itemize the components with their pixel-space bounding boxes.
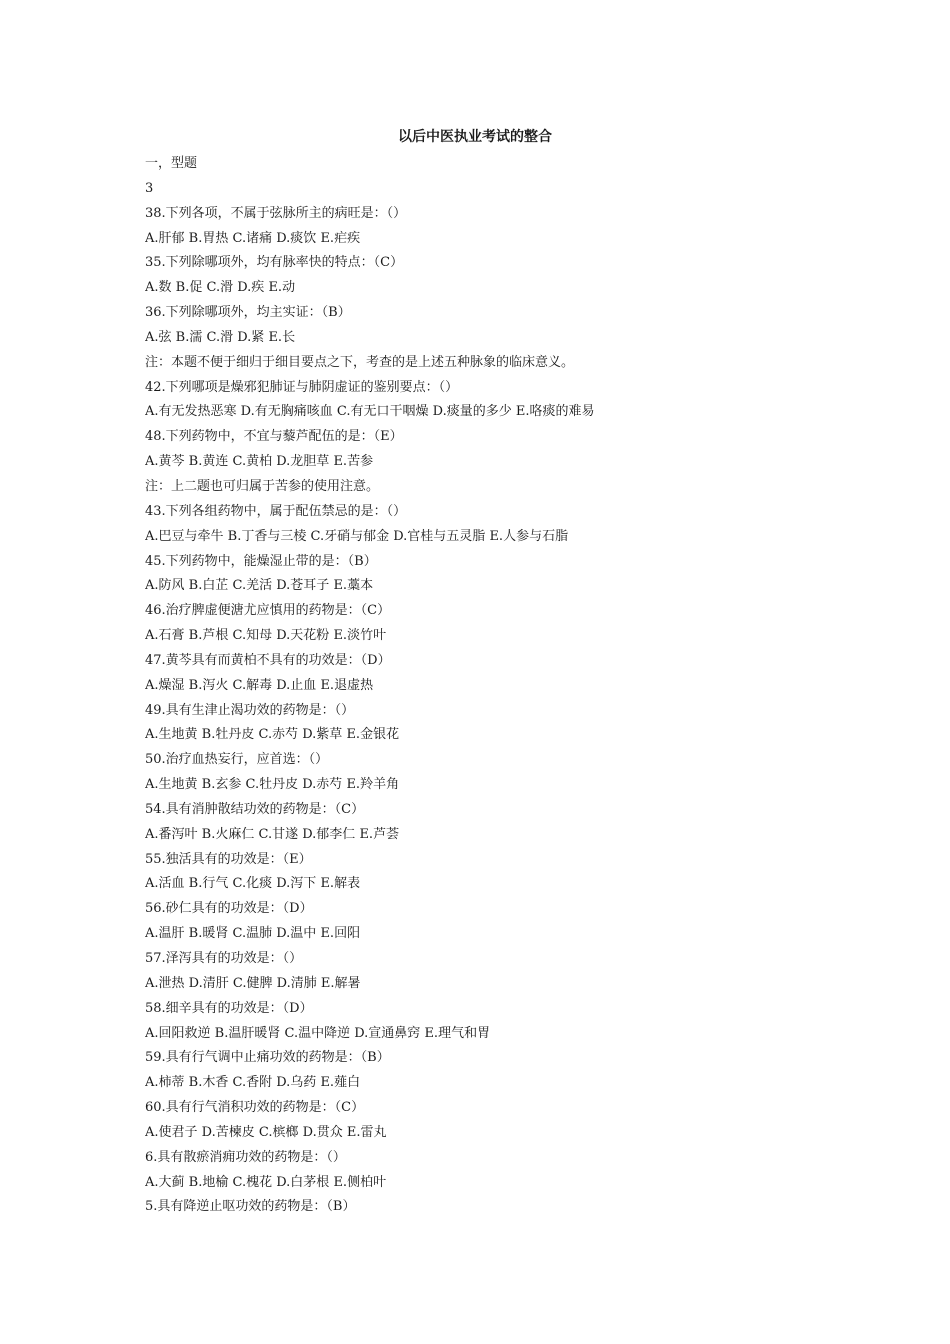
text-line: A.燥湿 B.泻火 C.解毒 D.止血 E.退虚热 [145, 677, 374, 693]
text-line: 一，型题 [145, 156, 198, 171]
text-line: 56.砂仁具有的功效是：（D） [145, 901, 313, 917]
text-line: A.巴豆与牵牛 B.丁香与三棱 C.牙硝与郁金 D.官桂与五灵脂 E.人参与石脂 [145, 528, 569, 544]
text-line: A.大蓟 B.地榆 C.槐花 D.白茅根 E.侧柏叶 [145, 1174, 387, 1190]
text-line: 60.具有行气消积功效的药物是：（C） [145, 1100, 365, 1116]
text-line: 57.泽泻具有的功效是：（） [145, 951, 303, 966]
text-line: 43.下列各组药物中，属于配伍禁忌的是：（） [145, 503, 407, 519]
text-line: A.番泻叶 B.火麻仁 C.甘遂 D.郁李仁 E.芦荟 [145, 826, 400, 842]
text-line: 注：上二题也可归属于苦参的使用注意。 [145, 478, 380, 494]
text-line: 59.具有行气调中止痛功效的药物是：（B） [145, 1050, 390, 1066]
text-line: A.生地黄 B.玄参 C.牡丹皮 D.赤芍 E.羚羊角 [145, 777, 400, 793]
text-line: 54.具有消肿散结功效的药物是：（C） [145, 801, 365, 817]
text-line: A.数 B.促 C.滑 D.疾 E.动 [145, 280, 296, 296]
text-line: A.石膏 B.芦根 C.知母 D.天花粉 E.淡竹叶 [145, 628, 387, 644]
text-line: A.生地黄 B.牡丹皮 C.赤芍 D.紫草 E.金银花 [145, 727, 400, 743]
text-line: A.使君子 D.苦楝皮 C.槟榔 D.贯众 E.雷丸 [145, 1124, 387, 1140]
text-line: 6.具有散瘀消痈功效的药物是：（） [145, 1149, 346, 1165]
text-line: 48.下列药物中，不宜与藜芦配伍的是：（E） [145, 429, 403, 445]
text-line: A.泄热 D.清肝 C.健脾 D.清肺 E.解暑 [145, 975, 361, 991]
text-line: A.黄芩 B.黄连 C.黄柏 D.龙胆草 E.苦参 [145, 454, 374, 470]
text-line: 58.细辛具有的功效是：（D） [145, 1000, 313, 1016]
text-line: A.有无发热恶寒 D.有无胸痛咳血 C.有无口干咽燥 D.痰量的多少 E.咯痰的难易 [145, 404, 595, 420]
text-line: A.防风 B.白芷 C.羌活 D.苍耳子 E.藁本 [145, 578, 374, 594]
text-line: 47.黄芩具有而黄柏不具有的功效是：（D） [145, 652, 391, 668]
document-title: 以后中医执业考试的整合 [398, 129, 552, 145]
text-line: 42.下列哪项是燥邪犯肺证与肺阴虚证的鉴别要点：（） [145, 379, 459, 395]
text-line: A.弦 B.濡 C.滑 D.紧 E.长 [145, 329, 296, 345]
text-line: 55.独活具有的功效是：（E） [145, 851, 312, 867]
text-line: 38.下列各项，不属于弦脉所主的病旺是：（） [145, 205, 407, 221]
text-line: A.柿蒂 B.木香 C.香附 D.乌药 E.薤白 [145, 1075, 361, 1091]
text-line: 49.具有生津止渴功效的药物是：（） [145, 702, 355, 718]
text-line: A.温肝 B.暖肾 C.温肺 D.温中 E.回阳 [145, 926, 361, 942]
text-line: 50.治疗血热妄行，应首选：（） [145, 752, 329, 768]
text-line: 注：本题不便于细归于细目要点之下，考查的是上述五种脉象的临床意义。 [145, 354, 575, 370]
text-line: A.肝郁 B.胃热 C.诸痛 D.痰饮 E.疟疾 [145, 230, 361, 246]
document-body [145, 152, 865, 1220]
text-line: 46.治疗脾虚便溏尤应慎用的药物是：（C） [145, 603, 391, 619]
text-line: A.活血 B.行气 C.化痰 D.泻下 E.解表 [145, 876, 361, 892]
text-line: 36.下列除哪项外，均主实证：（B） [145, 305, 351, 321]
text-line: 3 [145, 180, 154, 196]
text-line: A.回阳救逆 B.温肝暖肾 C.温中降逆 D.宣通鼻窍 E.理气和胃 [145, 1025, 491, 1041]
text-line: 45.下列药物中，能燥湿止带的是：（B） [145, 553, 377, 569]
text-line: 35.下列除哪项外，均有脉率快的特点：（C） [145, 255, 404, 271]
text-line: 5.具有降逆止呕功效的药物是：（B） [145, 1199, 356, 1215]
